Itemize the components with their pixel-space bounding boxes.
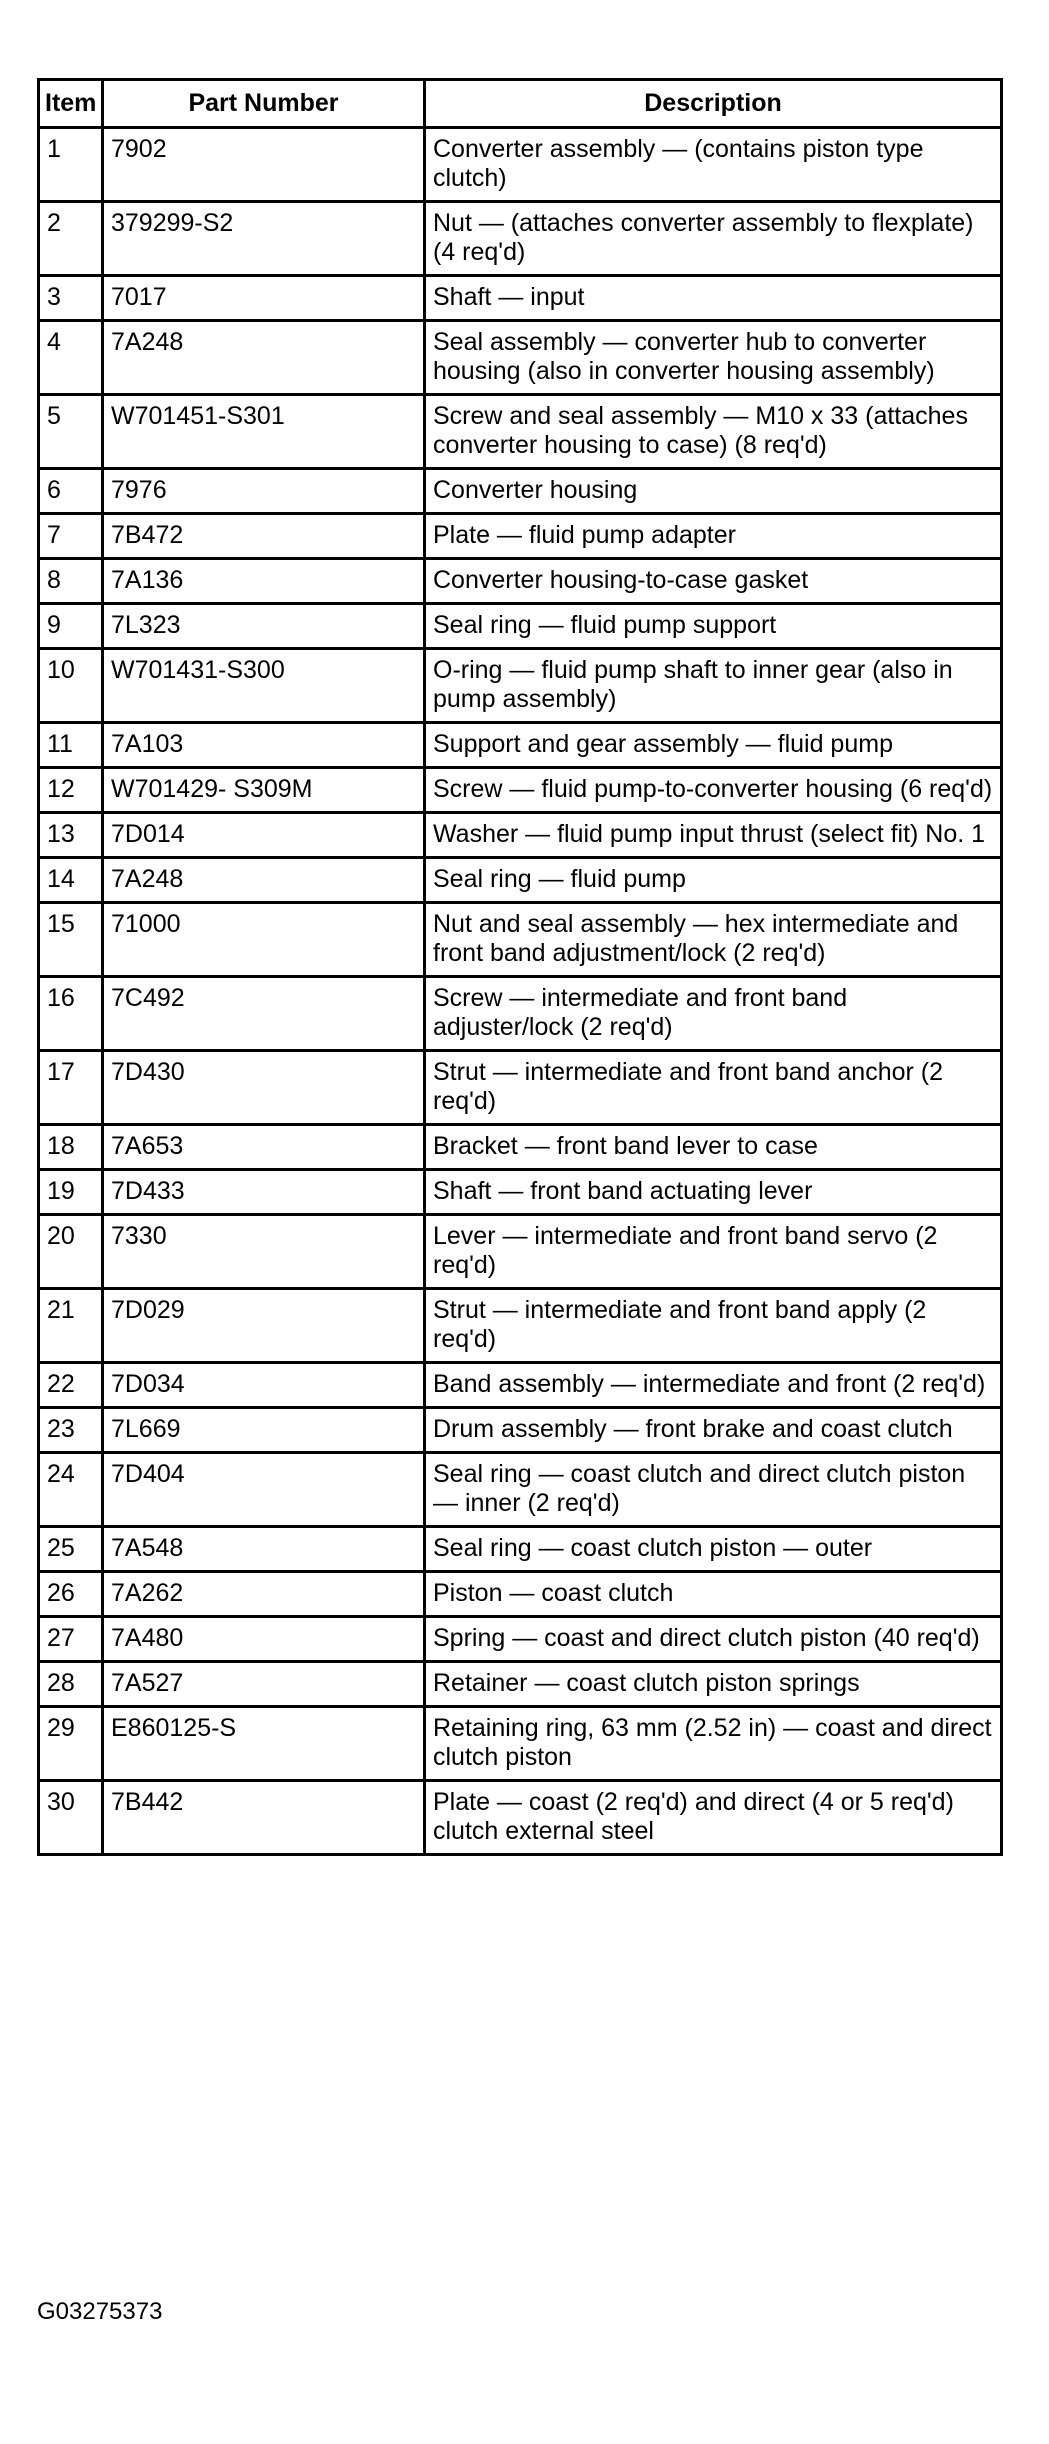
table-row [39,395,1002,469]
table-row [39,1215,1002,1289]
parts-table [37,78,1003,1856]
table-row [39,128,1002,202]
table-row [39,514,1002,559]
description-cell: Converter housing [425,469,1002,514]
item-cell: 2 [39,202,103,276]
description-cell: Seal ring — coast clutch and direct clutch piston — inner (2 req'd) [425,1453,1002,1527]
table-header [39,80,1002,128]
table-row [39,1051,1002,1125]
table-row [39,321,1002,395]
item-cell: 20 [39,1215,103,1289]
description-cell: Strut — intermediate and front band anchor (2 req'd) [425,1051,1002,1125]
table-row [39,604,1002,649]
table-row [39,768,1002,813]
description-cell: Retaining ring, 63 mm (2.52 in) — coast and direct clutch piston [425,1707,1002,1781]
item-cell: 10 [39,649,103,723]
part-number-cell: 7A248 [103,858,425,903]
part-number-cell: 7A136 [103,559,425,604]
table-row [39,202,1002,276]
part-number-cell: 7976 [103,469,425,514]
part-number-cell: W701429- S309M [103,768,425,813]
description-cell: Plate — coast (2 req'd) and direct (4 or 5 req'd) clutch external steel [425,1781,1002,1855]
table-row [39,1289,1002,1363]
part-number-cell: 7L323 [103,604,425,649]
part-number-cell: 7B472 [103,514,425,559]
description-cell: Washer — fluid pump input thrust (select fit) No. 1 [425,813,1002,858]
description-cell: Band assembly — intermediate and front (2 req'd) [425,1363,1002,1408]
table-row [39,649,1002,723]
table-row [39,1408,1002,1453]
table-row [39,276,1002,321]
item-cell: 22 [39,1363,103,1408]
item-cell: 30 [39,1781,103,1855]
description-cell: Bracket — front band lever to case [425,1125,1002,1170]
table-row [39,1617,1002,1662]
table-row [39,1170,1002,1215]
item-cell: 27 [39,1617,103,1662]
item-cell: 23 [39,1408,103,1453]
item-cell: 19 [39,1170,103,1215]
table-row [39,1527,1002,1572]
part-number-cell: 7A653 [103,1125,425,1170]
table-row [39,1662,1002,1707]
part-number-cell: 7L669 [103,1408,425,1453]
description-cell: Screw — intermediate and front band adjuster/lock (2 req'd) [425,977,1002,1051]
table-row [39,723,1002,768]
item-cell: 16 [39,977,103,1051]
part-number-cell: 7D433 [103,1170,425,1215]
item-cell: 11 [39,723,103,768]
item-cell: 28 [39,1662,103,1707]
item-cell: 7 [39,514,103,559]
description-cell: Shaft — input [425,276,1002,321]
table-row [39,1572,1002,1617]
figure-id: G03275373 [37,2298,163,2325]
item-cell: 4 [39,321,103,395]
header-row [39,80,1002,128]
part-number-cell: 71000 [103,903,425,977]
item-cell: 24 [39,1453,103,1527]
description-cell: Seal ring — fluid pump support [425,604,1002,649]
part-number-cell: E860125-S [103,1707,425,1781]
part-number-cell: W701451-S301 [103,395,425,469]
item-cell: 14 [39,858,103,903]
description-cell: Piston — coast clutch [425,1572,1002,1617]
table-row [39,977,1002,1051]
item-cell: 3 [39,276,103,321]
description-cell: Plate — fluid pump adapter [425,514,1002,559]
table-body [39,128,1002,1855]
part-number-cell: 7D029 [103,1289,425,1363]
table-row [39,858,1002,903]
item-cell: 6 [39,469,103,514]
table-row [39,559,1002,604]
part-number-cell: 7D014 [103,813,425,858]
item-cell: 5 [39,395,103,469]
part-number-cell: 7D404 [103,1453,425,1527]
item-cell: 12 [39,768,103,813]
description-cell: Converter housing-to-case gasket [425,559,1002,604]
item-cell: 8 [39,559,103,604]
table-row [39,1363,1002,1408]
part-number-cell: 7A548 [103,1527,425,1572]
part-number-cell: 7C492 [103,977,425,1051]
item-cell: 13 [39,813,103,858]
part-number-cell: 7D430 [103,1051,425,1125]
part-number-cell: 7330 [103,1215,425,1289]
item-cell: 26 [39,1572,103,1617]
description-cell: Nut — (attaches converter assembly to flexplate) (4 req'd) [425,202,1002,276]
item-cell: 15 [39,903,103,977]
part-number-cell: 7A527 [103,1662,425,1707]
description-cell: Nut and seal assembly — hex intermediate and front band adjustment/lock (2 req'd) [425,903,1002,977]
description-cell: O-ring — fluid pump shaft to inner gear (also in pump assembly) [425,649,1002,723]
part-number-cell: 7A262 [103,1572,425,1617]
description-cell: Drum assembly — front brake and coast clutch [425,1408,1002,1453]
table-row [39,1125,1002,1170]
description-cell: Screw — fluid pump-to-converter housing (6 req'd) [425,768,1002,813]
part-number-cell: 7017 [103,276,425,321]
part-number-cell: W701431-S300 [103,649,425,723]
description-cell: Screw and seal assembly — M10 x 33 (attaches converter housing to case) (8 req'd) [425,395,1002,469]
part-number-cell: 7902 [103,128,425,202]
description-cell: Shaft — front band actuating lever [425,1170,1002,1215]
description-cell: Spring — coast and direct clutch piston (40 req'd) [425,1617,1002,1662]
item-cell: 17 [39,1051,103,1125]
item-cell: 18 [39,1125,103,1170]
description-cell: Converter assembly — (contains piston type clutch) [425,128,1002,202]
table-row [39,1707,1002,1781]
description-cell: Lever — intermediate and front band servo (2 req'd) [425,1215,1002,1289]
description-cell: Seal assembly — converter hub to converter housing (also in converter housing assembly) [425,321,1002,395]
table-row [39,1781,1002,1855]
part-number-cell: 379299-S2 [103,202,425,276]
item-cell: 21 [39,1289,103,1363]
part-number-cell: 7A248 [103,321,425,395]
item-cell: 29 [39,1707,103,1781]
item-cell: 25 [39,1527,103,1572]
part-number-cell: 7A480 [103,1617,425,1662]
description-cell: Seal ring — coast clutch piston — outer [425,1527,1002,1572]
description-column-header: Description [425,80,1002,128]
description-cell: Support and gear assembly — fluid pump [425,723,1002,768]
item-cell: 9 [39,604,103,649]
table-row [39,1453,1002,1527]
item-cell: 1 [39,128,103,202]
description-cell: Seal ring — fluid pump [425,858,1002,903]
part-number-cell: 7A103 [103,723,425,768]
description-cell: Retainer — coast clutch piston springs [425,1662,1002,1707]
description-cell: Strut — intermediate and front band apply (2 req'd) [425,1289,1002,1363]
table-row [39,813,1002,858]
part-number-cell: 7B442 [103,1781,425,1855]
table-row [39,903,1002,977]
table-row [39,469,1002,514]
part-number-column-header: Part Number [103,80,425,128]
item-column-header: Item [39,80,103,128]
part-number-cell: 7D034 [103,1363,425,1408]
